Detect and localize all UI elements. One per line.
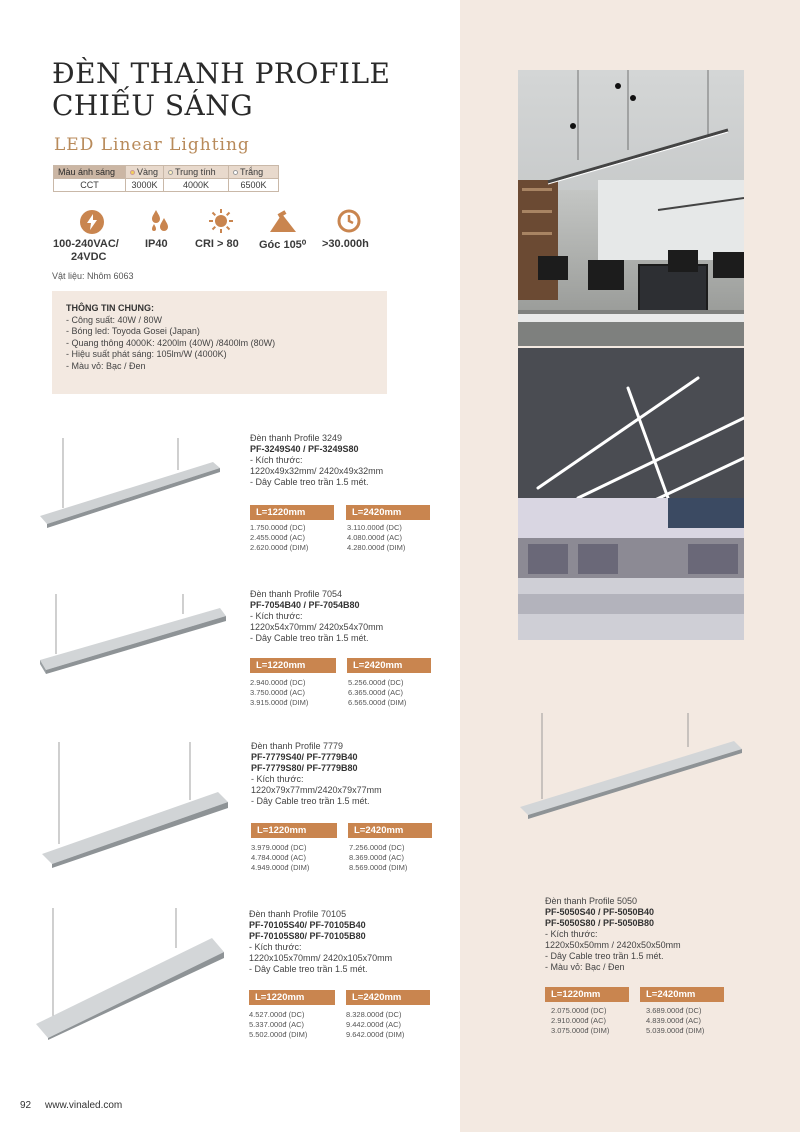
length-2420-badge: L=2420mm <box>347 658 431 673</box>
lamp-5050-image <box>520 713 744 821</box>
price-ac: 2.455.000đ (AC) <box>250 533 306 542</box>
sun-icon <box>208 208 234 234</box>
price-list-1220 <box>249 1010 307 1040</box>
price-ac: 8.369.000đ (AC) <box>349 853 405 862</box>
product-detail: - Dây Cable treo trần 1.5 mét. <box>545 951 664 961</box>
product-code: PF-5050S80 / PF-5050B80 <box>545 918 655 928</box>
price-dim: 2.620.000đ (DIM) <box>250 543 309 552</box>
product-code: PF-7054B40 / PF-7054B80 <box>250 600 360 610</box>
price-dc: 3.110.000đ (DC) <box>347 523 402 532</box>
price-dc: 2.940.000đ (DC) <box>250 678 306 687</box>
spec-lifetime-label: >30.000h <box>322 238 369 250</box>
product-7054 <box>250 589 383 644</box>
price-list-2420 <box>646 1006 704 1036</box>
page-number: 92 <box>20 1100 32 1111</box>
price-ac: 3.750.000đ (AC) <box>250 688 306 697</box>
general-info-box <box>52 291 387 394</box>
price-dc: 1.750.000đ (DC) <box>250 523 306 532</box>
spec-ip-label: IP40 <box>145 238 168 250</box>
price-list-2420 <box>347 523 405 553</box>
product-detail: 1220x49x32mm/ 2420x49x32mm <box>250 466 384 476</box>
cct-col-yellow-label: Vàng <box>137 167 159 177</box>
product-code: PF-7779S40/ PF-7779B40 <box>251 752 358 762</box>
general-info-heading: THÔNG TIN CHUNG: <box>66 303 154 313</box>
office-photo <box>518 70 744 346</box>
product-detail: 1220x54x70mm/ 2420x54x70mm <box>250 622 384 632</box>
length-2420-badge: L=2420mm <box>346 990 430 1005</box>
title-line-1: ĐÈN THANH PROFILE <box>52 57 391 90</box>
price-dim: 3.075.000đ (DIM) <box>551 1026 610 1035</box>
cct-value-neutral: 4000K <box>164 179 229 192</box>
white-dot-icon <box>233 170 238 175</box>
product-3249 <box>250 433 383 488</box>
product-5050 <box>545 896 681 973</box>
lamp-7054-image <box>38 594 228 674</box>
page-subtitle: LED Linear Lighting <box>54 135 250 155</box>
price-dc: 5.256.000đ (DC) <box>348 678 404 687</box>
product-detail: - Dây Cable treo trần 1.5 mét. <box>249 964 368 974</box>
cct-value-white: 6500K <box>229 179 279 192</box>
spec-voltage-line2: 24VDC <box>71 251 107 263</box>
price-list-1220 <box>251 843 309 873</box>
product-detail: - Kích thước: <box>250 611 303 621</box>
material-text: Vật liệu: Nhôm 6063 <box>52 271 134 281</box>
price-list-1220 <box>250 678 308 708</box>
title-line-2: CHIẾU SÁNG <box>52 89 254 122</box>
beam-angle-icon <box>268 210 298 234</box>
product-detail: - Kích thước: <box>250 455 303 465</box>
price-ac: 5.337.000đ (AC) <box>249 1020 305 1029</box>
price-list-2420 <box>346 1010 404 1040</box>
product-detail: 1220x79x77mm/2420x79x77mm <box>251 785 382 795</box>
yellow-dot-icon <box>130 170 135 175</box>
product-name: Đèn thanh Profile 3249 <box>250 433 343 443</box>
cct-col-white <box>229 166 279 179</box>
water-drops-icon <box>148 208 172 234</box>
length-1220-badge: L=1220mm <box>251 823 337 838</box>
product-detail: - Màu vỏ: Bạc / Đen <box>545 962 625 972</box>
price-dim: 5.502.000đ (DIM) <box>249 1030 308 1039</box>
length-2420-badge: L=2420mm <box>348 823 432 838</box>
cct-col-neutral-label: Trung tính <box>175 167 216 177</box>
showroom-photo <box>518 348 744 640</box>
neutral-dot-icon <box>168 170 173 175</box>
general-info-line: - Màu vỏ: Bạc / Đen <box>66 360 146 371</box>
cct-col-neutral <box>164 166 229 179</box>
lamp-70105-image <box>36 908 230 1040</box>
product-code: PF-3249S40 / PF-3249S80 <box>250 444 359 454</box>
price-dim: 3.915.000đ (DIM) <box>250 698 309 707</box>
price-dc: 3.979.000đ (DC) <box>251 843 307 852</box>
price-list-1220 <box>250 523 308 553</box>
cct-value-yellow: 3000K <box>126 179 164 192</box>
product-name: Đèn thanh Profile 70105 <box>249 909 347 919</box>
price-dim: 5.039.000đ (DIM) <box>646 1026 705 1035</box>
product-detail: - Dây Cable treo trần 1.5 mét. <box>250 477 369 487</box>
price-dc: 8.328.000đ (DC) <box>346 1010 402 1019</box>
cct-col-yellow <box>126 166 164 179</box>
cct-table <box>53 165 279 192</box>
price-ac: 6.365.000đ (AC) <box>348 688 404 697</box>
page-title <box>52 58 390 122</box>
price-dc: 7.256.000đ (DC) <box>349 843 405 852</box>
product-code: PF-70105S80/ PF-70105B80 <box>249 931 366 941</box>
product-name: Đèn thanh Profile 5050 <box>545 896 638 906</box>
product-detail: - Kích thước: <box>251 774 304 784</box>
price-ac: 4.839.000đ (AC) <box>646 1016 702 1025</box>
price-list-2420 <box>349 843 407 873</box>
lamp-3249-image <box>38 438 223 530</box>
general-info-line: - Công suất: 40W / 80W <box>66 314 163 325</box>
product-7779 <box>251 741 382 807</box>
product-code: PF-7779S80/ PF-7779B80 <box>251 763 358 773</box>
website-link[interactable]: www.vinaled.com <box>45 1100 123 1111</box>
lightning-icon <box>80 210 104 234</box>
price-dim: 6.565.000đ (DIM) <box>348 698 407 707</box>
length-1220-badge: L=1220mm <box>250 658 336 673</box>
product-detail: - Dây Cable treo trần 1.5 mét. <box>251 796 370 806</box>
length-2420-badge: L=2420mm <box>346 505 430 520</box>
product-detail: 1220x50x50mm / 2420x50x50mm <box>545 940 681 950</box>
price-dim: 4.280.000đ (DIM) <box>347 543 406 552</box>
spec-voltage-line1: 100-240VAC/ <box>53 238 119 250</box>
length-1220-badge: L=1220mm <box>250 505 334 520</box>
spec-cri-label: CRI > 80 <box>195 238 239 250</box>
cct-row-header: Màu ánh sáng <box>54 166 126 179</box>
spec-angle-label: Góc 105⁰ <box>259 239 307 251</box>
general-info-line: - Bóng led: Toyoda Gosei (Japan) <box>66 326 200 336</box>
general-info-line: - Hiệu suất phát sáng: 105lm/W (4000K) <box>66 349 227 359</box>
length-1220-badge: L=1220mm <box>545 987 629 1002</box>
price-dc: 2.075.000đ (DC) <box>551 1006 607 1015</box>
product-detail: - Dây Cable treo trần 1.5 mét. <box>250 633 369 643</box>
price-dim: 9.642.000đ (DIM) <box>346 1030 405 1039</box>
product-name: Đèn thanh Profile 7054 <box>250 589 343 599</box>
price-dc: 3.689.000đ (DC) <box>646 1006 702 1015</box>
price-dc: 4.527.000đ (DC) <box>249 1010 305 1019</box>
product-code: PF-70105S40/ PF-70105B40 <box>249 920 366 930</box>
product-detail: 1220x105x70mm/ 2420x105x70mm <box>249 953 393 963</box>
price-ac: 4.080.000đ (AC) <box>347 533 403 542</box>
price-dim: 8.569.000đ (DIM) <box>349 863 408 872</box>
product-detail: - Kích thước: <box>545 929 598 939</box>
spec-voltage-label <box>53 238 119 264</box>
product-name: Đèn thanh Profile 7779 <box>251 741 344 751</box>
clock-icon <box>337 209 361 233</box>
product-code: PF-5050S40 / PF-5050B40 <box>545 907 655 917</box>
price-dim: 4.949.000đ (DIM) <box>251 863 310 872</box>
price-ac: 4.784.000đ (AC) <box>251 853 307 862</box>
lamp-7779-image <box>42 742 230 868</box>
price-list-1220 <box>551 1006 609 1036</box>
price-list-2420 <box>348 678 406 708</box>
cct-row2-header: CCT <box>54 179 126 192</box>
length-2420-badge: L=2420mm <box>640 987 724 1002</box>
general-info-line: - Quang thông 4000K: 4200lm (40W) /8400lm (80W) <box>66 337 276 348</box>
price-ac: 2.910.000đ (AC) <box>551 1016 607 1025</box>
product-70105 <box>249 909 392 975</box>
price-ac: 9.442.000đ (AC) <box>346 1020 402 1029</box>
product-detail: - Kích thước: <box>249 942 302 952</box>
cct-col-white-label: Trắng <box>240 167 264 177</box>
length-1220-badge: L=1220mm <box>249 990 335 1005</box>
